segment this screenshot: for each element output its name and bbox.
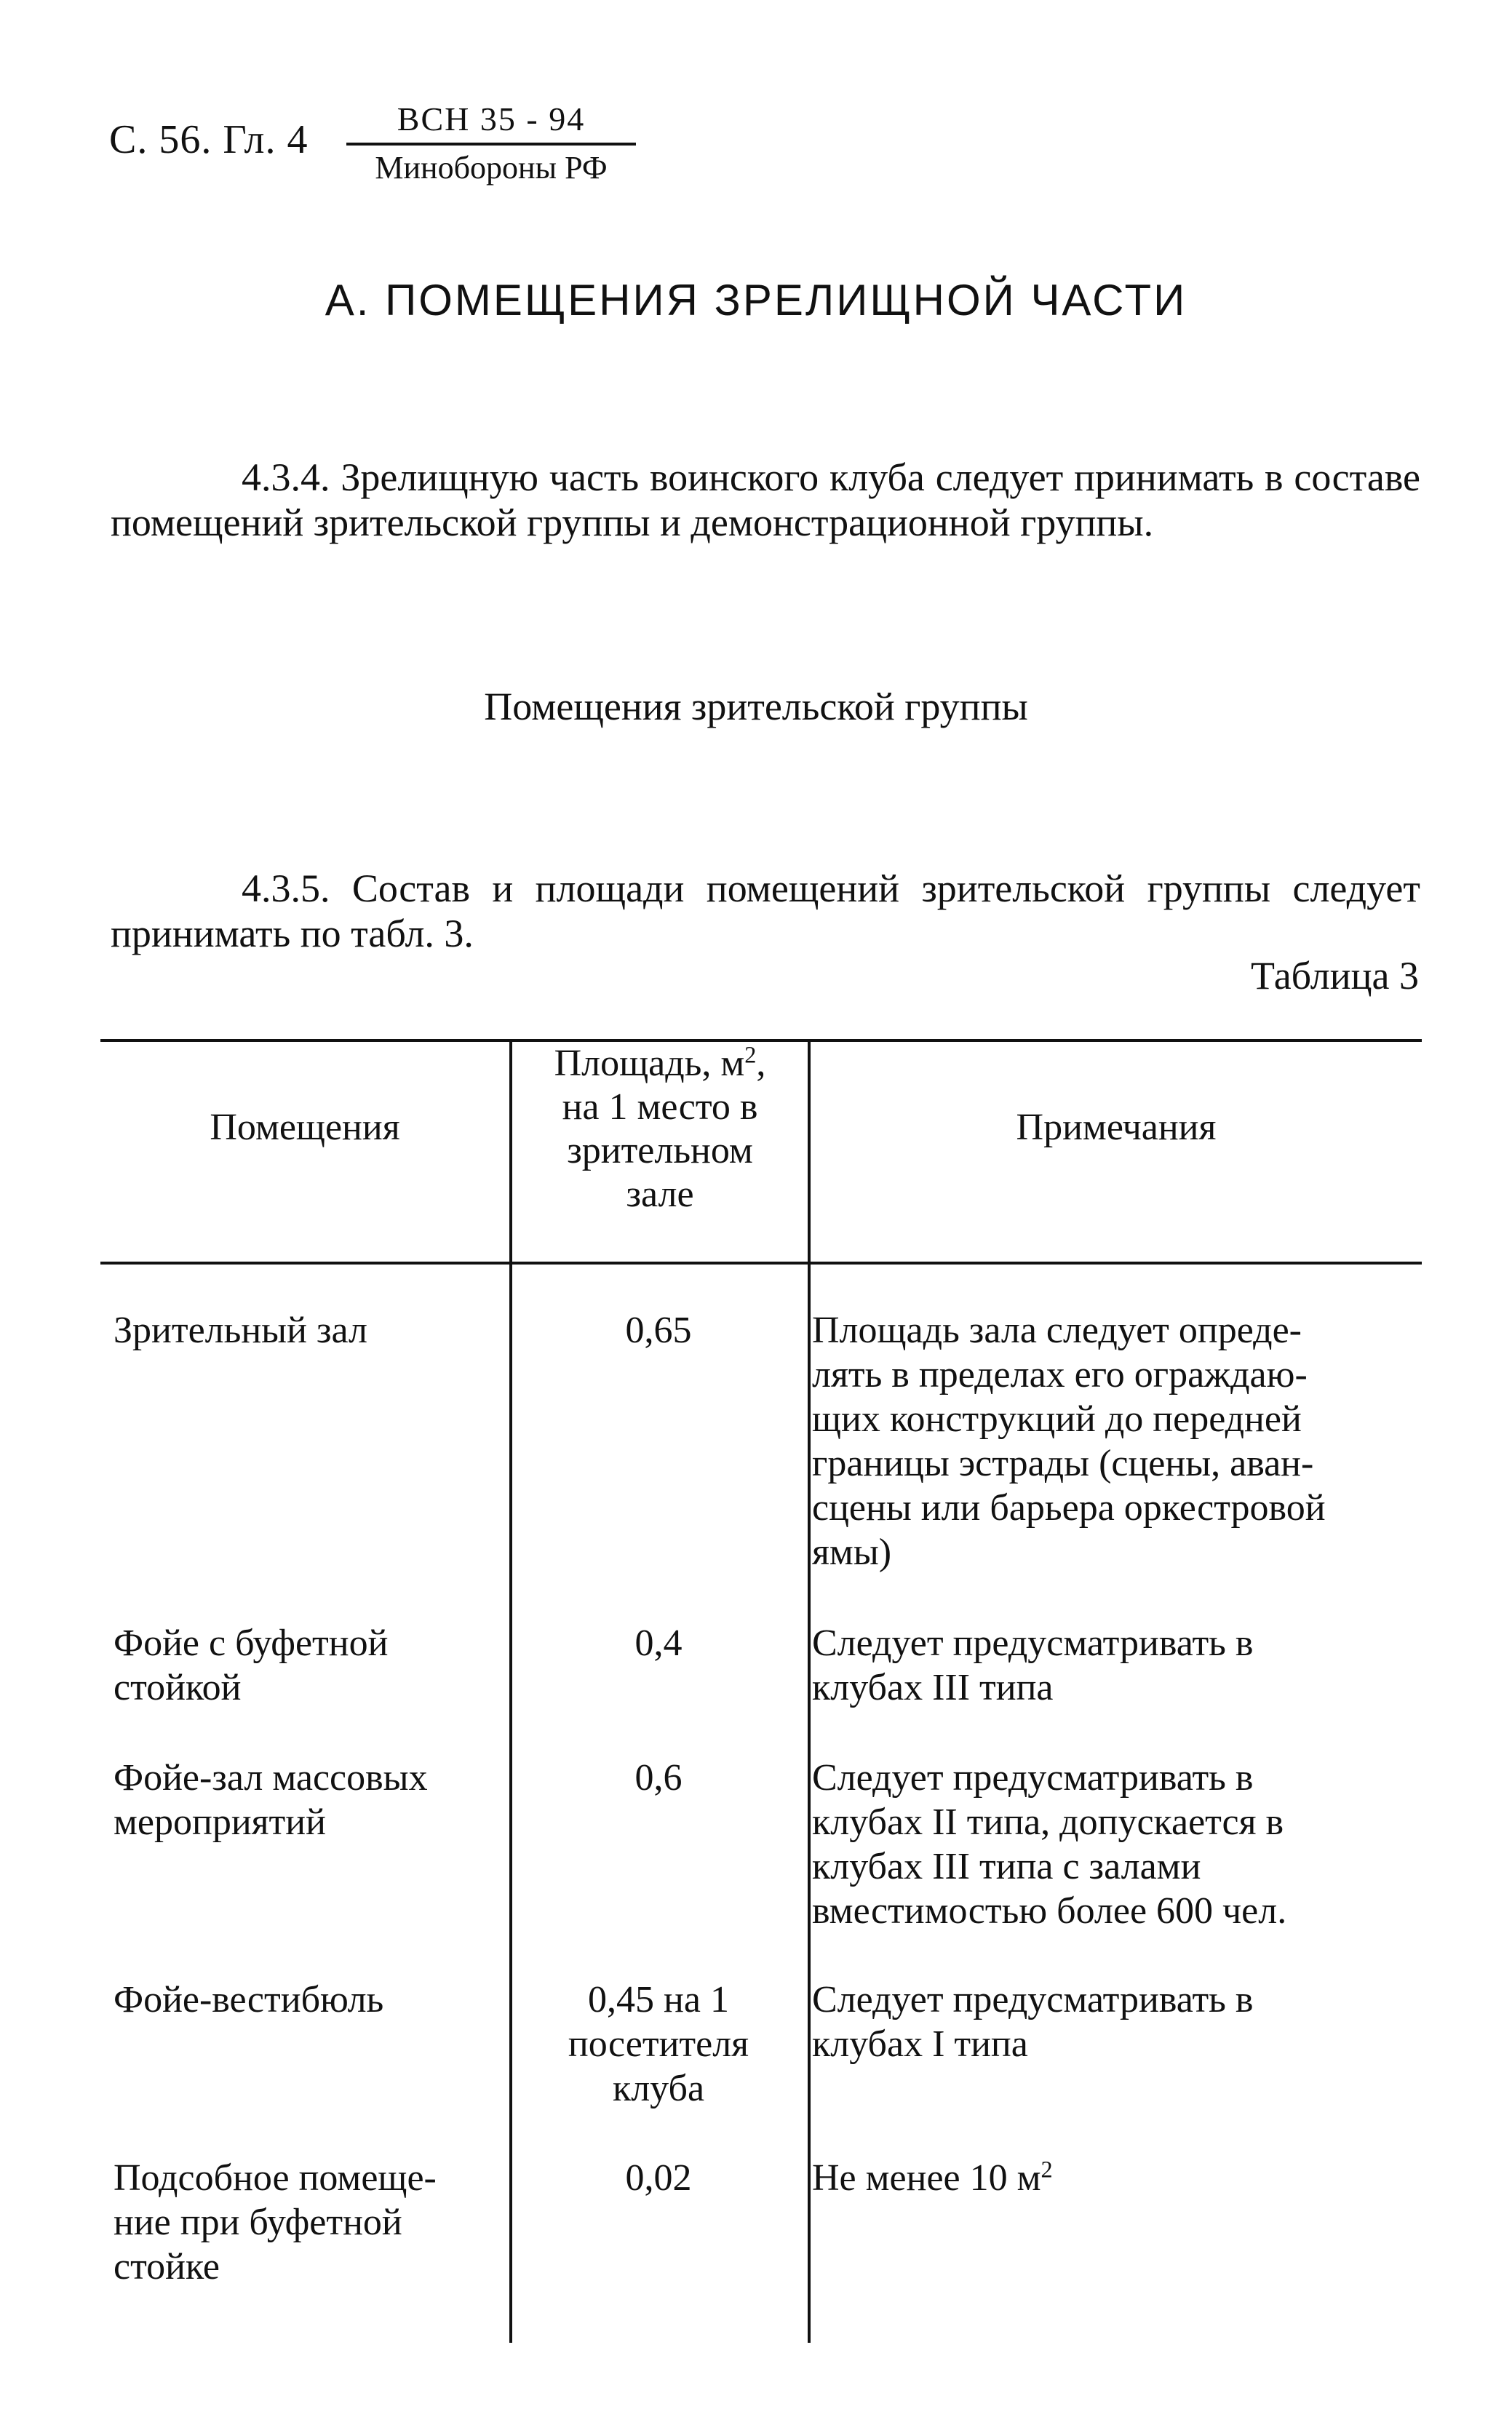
cell-line: стойкой — [114, 1667, 242, 1708]
cell-line: лять в пределах его ограждаю- — [812, 1354, 1308, 1395]
row-2-area — [512, 1621, 805, 1665]
cell-line: Зрительный зал — [114, 1310, 367, 1351]
header-area — [512, 1042, 808, 1216]
cell-line: Не менее 10 м — [812, 2157, 1041, 2199]
header-notes: Примечания — [1016, 1107, 1217, 1148]
paragraph-4-3-5 — [111, 866, 1420, 956]
header-area-line1: Площадь, м — [554, 1043, 745, 1084]
row-5-room — [114, 2156, 506, 2289]
cell-line: клубах III типа — [812, 1667, 1054, 1708]
cell-line: 0,45 на 1 — [588, 1979, 729, 2020]
cell-line: ние при буфетной — [114, 2202, 402, 2243]
cell-line: 0,02 — [625, 2157, 692, 2199]
cell-line: вместимостью более 600 чел. — [812, 1890, 1287, 1932]
row-4-note — [812, 1978, 1416, 2066]
header-area-line2: на 1 место в — [562, 1086, 758, 1128]
document-code: ВСН 35 - 94 — [397, 100, 586, 138]
table-caption: Таблица 3 — [1251, 954, 1419, 998]
header-area-line3: зрительном — [567, 1130, 753, 1171]
cell-line: мероприятий — [114, 1801, 326, 1843]
cell-line: 0,6 — [634, 1757, 683, 1799]
header-area-line4: зале — [626, 1174, 694, 1215]
header-rooms: Помещения — [210, 1107, 400, 1148]
row-1-room — [114, 1308, 506, 1353]
cell-line: Подсобное помеще- — [114, 2157, 437, 2199]
unit-superscript: 2 — [1041, 2156, 1053, 2183]
cell-line: Фойе-зал массовых — [114, 1757, 428, 1799]
cell-line: 0,65 — [625, 1310, 692, 1351]
cell-line: клубах II типа, допускается в — [812, 1801, 1284, 1843]
cell-line: Следует предусматривать в — [812, 1979, 1254, 2020]
column-divider-2 — [808, 1039, 811, 2343]
cell-line: Фойе с буфетной — [114, 1622, 389, 1664]
cell-line: Следует предусматривать в — [812, 1622, 1254, 1664]
cell-line: клуба — [612, 2068, 705, 2109]
row-3-note — [812, 1756, 1416, 1933]
row-2-note — [812, 1621, 1416, 1710]
subsection-title: Помещения зрительской группы — [484, 685, 1028, 728]
cell-line: стойке — [114, 2246, 220, 2287]
table-3 — [100, 1039, 1422, 2343]
section-title: А. ПОМЕЩЕНИЯ ЗРЕЛИЩНОЙ ЧАСТИ — [325, 276, 1187, 324]
row-4-room — [114, 1978, 506, 2022]
paragraph-4-3-4-text: 4.3.4. Зрелищную часть воинского клуба следует принимать в составе помещений зрительской группы и демонстрационной группы. — [111, 455, 1420, 544]
column-divider-1 — [509, 1039, 512, 2343]
row-5-area — [512, 2156, 805, 2200]
cell-line: Площадь зала следует опреде- — [812, 1310, 1302, 1351]
cell-line: клубах III типа с залами — [812, 1846, 1201, 1887]
paragraph-4-3-4 — [111, 455, 1420, 545]
cell-line: клубах I типа — [812, 2023, 1028, 2065]
row-3-room — [114, 1756, 506, 1844]
cell-line: границы эстрады (сцены, аван- — [812, 1443, 1314, 1484]
document-code-block — [342, 96, 640, 191]
page-reference: С. 56. Гл. 4 — [109, 117, 309, 162]
paragraph-4-3-5-text: 4.3.5. Состав и площади помещений зрительской группы следует принимать по табл. 3. — [111, 867, 1420, 955]
cell-line: Следует предусматривать в — [812, 1757, 1254, 1799]
row-3-area — [512, 1756, 805, 1800]
cell-line: посетителя — [568, 2023, 749, 2065]
row-4-area — [512, 1978, 805, 2111]
row-1-note — [812, 1308, 1416, 1574]
cell-line: сцены или барьера оркестровой — [812, 1487, 1326, 1529]
ministry-name: Минобороны РФ — [375, 150, 608, 186]
cell-line: ямы) — [812, 1532, 892, 1573]
row-2-room — [114, 1621, 506, 1710]
table-header-rule — [100, 1262, 1422, 1265]
cell-line: 0,4 — [634, 1622, 683, 1664]
header-area-comma: , — [756, 1043, 766, 1084]
cell-line: щих конструкций до передней — [812, 1398, 1302, 1440]
row-5-note — [812, 2156, 1416, 2200]
header-area-sup: 2 — [744, 1041, 757, 1068]
cell-line: Фойе-вестибюль — [114, 1979, 384, 2020]
row-1-area — [512, 1308, 805, 1353]
